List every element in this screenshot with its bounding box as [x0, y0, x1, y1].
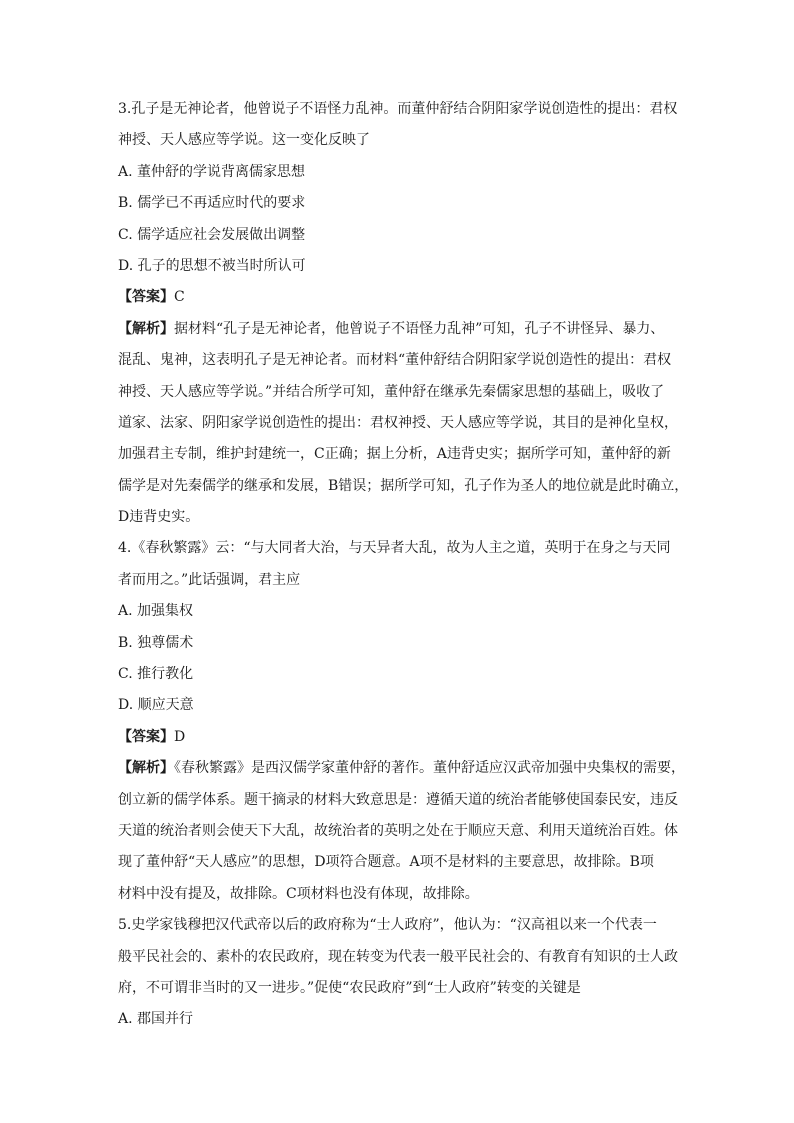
option-b: B. 独尊儒术: [118, 634, 194, 651]
analysis-line: 创立新的儒学体系。题干摘录的材料大致意思是：遵循天道的统治者能够使国泰民安，违反: [118, 791, 678, 808]
analysis-line: 道家、法家、阴阳家学说创造性的提出：君权神授、天人感应等学说，其目的是神化皇权，: [118, 414, 678, 431]
option-c: C. 儒学适应社会发展做出调整: [118, 226, 306, 243]
analysis-line: 材料中没有提及，故排除。C项材料也没有体现，故排除。: [118, 885, 479, 902]
question-stem-line: 般平民社会的、素朴的农民政府，现在转变为代表一般平民社会的、有教育有知识的士人政: [118, 948, 678, 965]
answer-tag: 【答案】: [118, 728, 174, 745]
analysis-line: [118, 320, 678, 338]
analysis-line: D违背史实。: [118, 509, 200, 526]
option-a: A. 加强集权: [118, 603, 194, 620]
analysis-line: 神授、天人感应等学说。”并结合所学可知，董仲舒在继承先秦儒家思想的基础上，吸收了: [118, 383, 665, 400]
analysis-line: 现了董仲舒“天人感应”的思想，D项符合题意。A项不是材料的主要意思，故排除。B项: [118, 854, 654, 871]
question-stem-line: 3.孔子是无神论者，他曾说子不语怪力乱神。而董仲舒结合阴阳家学说创造性的提出：君权: [118, 101, 678, 117]
analysis-text: 《春秋繁露》是西汉儒学家董仲舒的著作。董仲舒适应汉武帝加强中央集权的需要，: [174, 760, 685, 777]
question-stem-line: 5.史学家钱穆把汉代武帝以后的政府称为“士人政府”，他认为：“汉高祖以来一个代表一: [118, 917, 657, 934]
option-c: C. 推行教化: [118, 666, 194, 683]
question-stem-line: 神授、天人感应等学说。这一变化反映了: [118, 132, 370, 149]
question-5: [118, 916, 678, 1028]
question-stem-line: 者而用之。”此话强调，君主应: [118, 571, 301, 588]
analysis-line: [118, 759, 685, 777]
analysis-line: 混乱、鬼神，这表明孔子是无神论者。而材料“董仲舒结合阴阳家学说创造性的提出：君权: [118, 352, 672, 369]
question-stem-line: 4.《春秋繁露》云：“与大同者大治，与天异者大乱，故为人主之道，英明于在身之与天同: [118, 540, 671, 557]
analysis-line: 加强君主专制，维护封建统一，C正确；据上分析，A违背史实；据所学可知，董仲舒的新: [118, 446, 671, 463]
document-page: [118, 100, 689, 1042]
question-3: [118, 100, 689, 526]
option-d: D. 顺应天意: [118, 697, 194, 714]
question-4: [118, 539, 685, 902]
analysis-text: 据材料“孔子是无神论者，他曾说子不语怪力乱神”可知，孔子不讲怪异、暴力、: [174, 320, 665, 337]
answer-value: C: [174, 289, 185, 306]
answer-line: [118, 288, 678, 306]
option-a: A. 董仲舒的学说背离儒家思想: [118, 163, 306, 180]
analysis-tag: 【解析】: [118, 760, 174, 777]
option-a: A. 郡国并行: [118, 1011, 194, 1028]
analysis-line: 天道的统治者则会使天下大乱，故统治者的英明之处在于顺应天意、利用天道统治百姓。体: [118, 822, 678, 839]
option-d: D. 孔子的思想不被当时所认可: [118, 257, 306, 274]
analysis-line: 儒学是对先秦儒学的继承和发展，B错误；据所学可知，孔子作为圣人的地位就是此时确立，: [118, 477, 689, 494]
option-b: B. 儒学已不再适应时代的要求: [118, 195, 306, 212]
answer-value: D: [174, 728, 186, 745]
analysis-tag: 【解析】: [118, 320, 174, 337]
answer-line: [118, 728, 678, 746]
answer-tag: 【答案】: [118, 289, 174, 306]
question-stem-line: 府，不可谓非当时的又一进步。”促使“农民政府”到“士人政府”转变的关键是: [118, 979, 581, 996]
